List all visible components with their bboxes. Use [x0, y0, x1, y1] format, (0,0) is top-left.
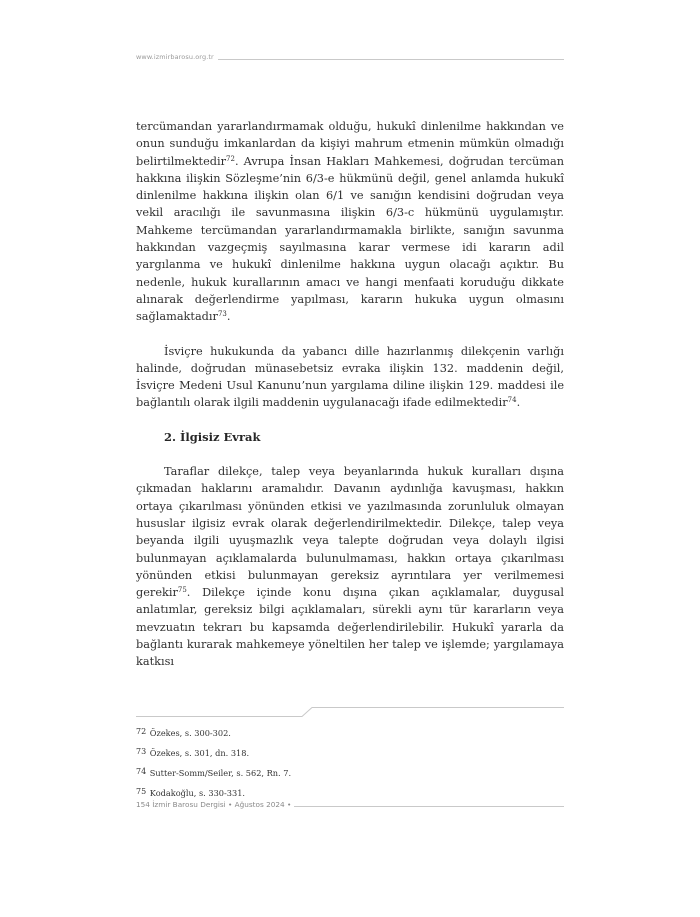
paragraph-gap: [136, 326, 564, 343]
paragraph-1-text-b: . Avrupa İnsan Hakları Mahkemesi, doğrudan tercüman hakkına ilişkin Sözleşme’nin 6/3-e hükmünü değil, genel anlamda hukukî dinlenilme hakkına ilişkin olan 6/1 ve sanığın kendisini doğrudan veya vekil aracılığı ile savunmasına ilişkin 6/3-c hükmünü uygulamıştır. Mahkeme tercümandan yararlandırmamakla birlikte, sanığın savunma hakkından vazgeçmiş sayılmasına karar vermese idi kararın adil yargılanma ve hukukî dinlenilme hakkına uygun olacağı açıktır. Bu nedenle, hukuk kurallarının amacı ve hangi menfaati koruduğu dikkate alınarak değerlendirme yapılması, kararın hukuka uygun olmasını sağlamaktadır: [136, 154, 564, 324]
main-text: [136, 118, 564, 671]
paragraph-3: [136, 463, 564, 671]
footnote-number: 74: [136, 767, 147, 776]
footnote-ref-73[interactable]: 73: [217, 310, 227, 319]
footnote-number: 73: [136, 747, 147, 756]
footnote-separator: [136, 706, 564, 718]
footnote-item: [136, 763, 564, 783]
running-footer: [136, 800, 564, 812]
footnote-text: Kodakoğlu, s. 330-331.: [149, 788, 246, 798]
header-rule: [196, 59, 564, 60]
footnote-ref-75[interactable]: 75: [177, 586, 187, 595]
paragraph-gap: [136, 412, 564, 429]
footnote-text: Özekes, s. 300-302.: [149, 728, 231, 738]
footnote-item: [136, 743, 564, 763]
footnote-number: 75: [136, 787, 147, 796]
footnotes: [136, 723, 564, 803]
footnote-item: [136, 723, 564, 743]
footnote-text: Sutter-Somm/Seiler, s. 562, Rn. 7.: [149, 768, 292, 778]
paragraph-2-text-a: İsviçre hukukunda da yabancı dille hazırlanmış dilekçenin varlığı halinde, doğrudan münasebetsiz evraka ilişkin 132. maddenin değil, İsviçre Medeni Usul Kanunu’nun yargılama diline ilişkin 129. maddesi ile bağlantılı olarak ilgili maddenin uygulanacağı ifade edilmektedir: [136, 344, 564, 410]
header-url[interactable]: www.izmirbarosu.org.tr: [136, 53, 218, 61]
footer-rule: [286, 806, 564, 807]
running-header: [136, 53, 564, 67]
section-heading: 2. İlgisiz Evrak: [164, 429, 261, 444]
paragraph-1: [136, 118, 564, 326]
footnote-text: Özekes, s. 301, dn. 318.: [149, 748, 250, 758]
footnote-number: 72: [136, 727, 147, 736]
paragraph-3-text-a: Taraflar dilekçe, talep veya beyanlarında hukuk kuralları dışına çıkmadan haklarını aramalıdır. Davanın aydınlığa kavuşması, hakkın ortaya çıkarılması yönünden etkisi ve yazılmasında zorunluluk olmayan hususlar ilgisiz evrak olarak değerlendirilmektedir. Dilekçe, talep veya beyanda ilgili uyuşmazlık veya talepte doğrudan veya dolaylı ilgisi bulunmayan açıklamalarda bulunulmaması, hakkın ortaya çıkarılması yönünden etkisi bulunmayan gereksiz ayrıntılara yer verilmemesi gerekir: [136, 465, 564, 600]
paragraph-2: [136, 343, 564, 412]
paragraph-gap: [136, 446, 564, 463]
footnote-ref-74[interactable]: 74: [507, 396, 517, 405]
paragraph-1-text-c: .: [226, 310, 231, 324]
paragraph-2-text-b: .: [516, 396, 521, 410]
paragraph-3-text-b: . Dilekçe içinde konu dışına çıkan açıklamalar, duygusal anlatımlar, gereksiz bilgi açıklamaları, sürekli aynı tür kararların veya mevzuatın tekrarı bu kapsamda değerlendirilebilir. Hukukî yararla da bağlantı kurarak mahkemeye yöneltilen her talep ve işlemde; yargılamaya katkısı: [136, 586, 564, 669]
footnote-ref-72[interactable]: 72: [226, 154, 235, 163]
paragraph-1-text-a: tercümandan yararlandırmamak olduğu, hukukî dinlenilme hakkından ve onun sunduğu imkanlardan da kişiyi mahrum etmenin mümkün olmadığı belirtilmektedir: [136, 120, 564, 168]
footer-page-info: 154 İzmir Barosu Dergisi • Ağustos 2024 •: [136, 800, 294, 809]
